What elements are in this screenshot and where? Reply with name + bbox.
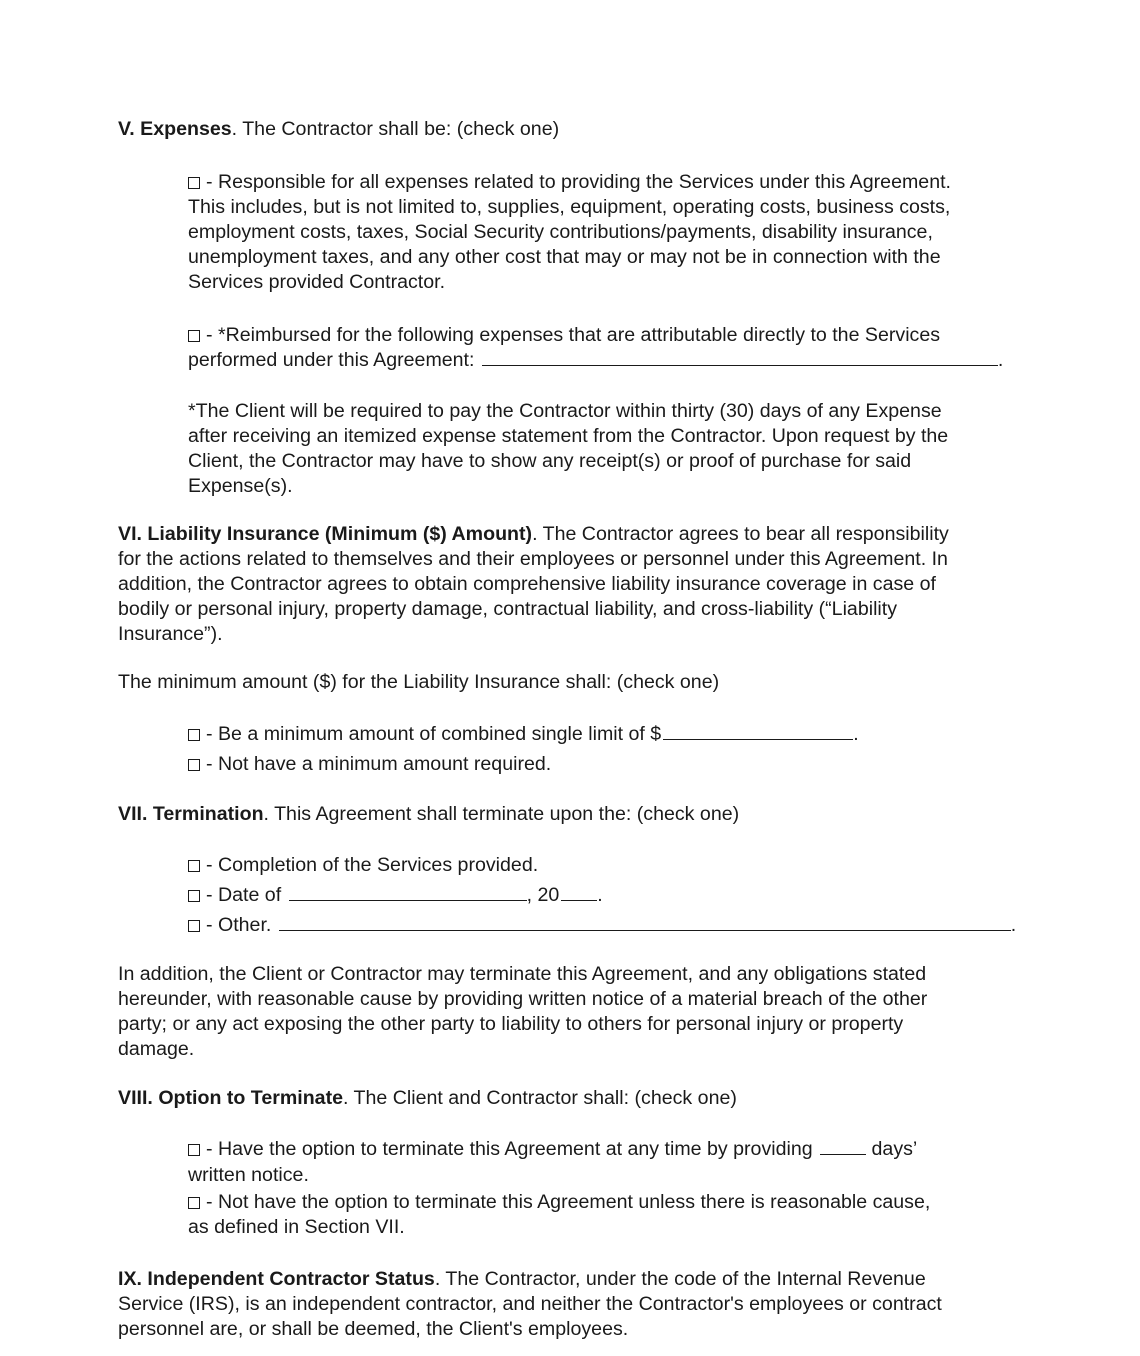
section-vii-intro: . This Agreement shall terminate upon the: (check one) <box>263 803 740 825</box>
termination-option-date: - Date of <box>206 884 287 906</box>
checkbox-termination-date[interactable] <box>188 890 200 902</box>
liability-option-minimum-end: . <box>853 723 859 745</box>
section-vi-number: VI. <box>118 523 142 545</box>
checkbox-option-terminate-any-time[interactable] <box>188 1144 200 1156</box>
liability-minimum-text: The minimum amount ($) for the Liability Insurance shall: (check one) <box>118 671 720 693</box>
expenses-note <box>188 399 1038 499</box>
section-ix-line: Service (IRS), is an independent contractor, and neither the Contractor's employees or contract <box>118 1293 942 1315</box>
termination-date-blank[interactable] <box>289 883 527 901</box>
section-vii-title: Termination <box>152 803 264 825</box>
checkbox-liability-minimum[interactable] <box>188 729 200 741</box>
section-v-title: Expenses <box>140 118 232 140</box>
section-ix-line: personnel are, or shall be deemed, the Client's employees. <box>118 1318 629 1340</box>
section-viii-number: VIII. <box>118 1087 153 1109</box>
expenses-option-responsible <box>188 170 1038 295</box>
option-terminate-cause: - Not have the option to terminate this Agreement unless there is reasonable cause, <box>206 1191 931 1213</box>
option-terminate-any-time: - Have the option to terminate this Agreement at any time by providing <box>206 1138 819 1160</box>
checkbox-option-terminate-cause[interactable] <box>188 1197 200 1209</box>
section-vi-paragraph <box>118 522 1038 647</box>
expenses-option-reimbursed-line: - *Reimbursed for the following expenses that are attributable directly to the Services <box>206 324 941 346</box>
termination-paragraph-line: party; or any act exposing the other party to liability to others for personal injury or property <box>118 1013 904 1035</box>
termination-other-blank[interactable] <box>279 913 1011 931</box>
termination-option-other: - Other. <box>206 914 277 936</box>
liability-option-minimum: - Be a minimum amount of combined single limit of $ <box>206 723 662 745</box>
notice-days-blank[interactable] <box>820 1137 866 1155</box>
termination-year-blank[interactable] <box>561 883 597 901</box>
section-ix-number: IX. <box>118 1268 142 1290</box>
section-vi-line: addition, the Contractor agrees to obtain comprehensive liability insurance coverage in case of <box>118 573 936 595</box>
section-ix-title: Independent Contractor Status <box>147 1268 435 1290</box>
termination-paragraph-line: hereunder, with reasonable cause by providing written notice of a material breach of the other <box>118 988 928 1010</box>
termination-option-date-end: . <box>597 884 603 906</box>
checkbox-expenses-reimbursed[interactable] <box>188 330 200 342</box>
termination-paragraph-line: In addition, the Client or Contractor may terminate this Agreement, and any obligations stated <box>118 963 927 985</box>
section-viii-heading <box>118 1086 1038 1111</box>
option-to-terminate-options <box>188 1137 1038 1240</box>
termination-option-other-end: . <box>1010 914 1017 936</box>
section-vi-line: bodily or personal injury, property damage, contractual liability, and cross-liability (“Liability <box>118 598 898 620</box>
section-vi-title: Liability Insurance (Minimum ($) Amount) <box>147 523 533 545</box>
section-ix-line: . The Contractor, under the code of the Internal Revenue <box>434 1268 926 1290</box>
section-v-intro: . The Contractor shall be: (check one) <box>231 118 560 140</box>
section-vi-line: . The Contractor agrees to bear all responsibility <box>532 523 949 545</box>
checkbox-termination-other[interactable] <box>188 920 200 932</box>
termination-paragraph-line: damage. <box>118 1038 195 1060</box>
expenses-option-responsible-line: This includes, but is not limited to, supplies, equipment, operating costs, business costs, <box>188 196 951 218</box>
checkbox-liability-none[interactable] <box>188 759 200 771</box>
checkbox-expenses-responsible[interactable] <box>188 177 200 189</box>
termination-options <box>188 853 1038 938</box>
expenses-option-responsible-line: unemployment taxes, and any other cost that may or may not be in connection with the <box>188 246 941 268</box>
termination-paragraph <box>118 962 1038 1062</box>
expenses-option-responsible-line: - Responsible for all expenses related to providing the Services under this Agreement. <box>206 171 951 193</box>
option-terminate-any-time-line2: written notice. <box>188 1164 309 1186</box>
expenses-option-responsible-line: Services provided Contractor. <box>188 271 446 293</box>
expenses-option-reimbursed <box>188 323 1038 373</box>
expenses-option-reimbursed-end: . <box>997 349 1004 371</box>
option-terminate-days: days’ <box>866 1138 918 1160</box>
checkbox-termination-completion[interactable] <box>188 860 200 872</box>
reimbursed-expenses-blank[interactable] <box>482 348 998 366</box>
option-terminate-cause-line2: as defined in Section VII. <box>188 1216 405 1238</box>
section-vii-number: VII. <box>118 803 148 825</box>
section-viii-intro: . The Client and Contractor shall: (check one) <box>343 1087 737 1109</box>
expenses-note-line: after receiving an itemized expense statement from the Contractor. Upon request by the <box>188 425 949 447</box>
section-viii-title: Option to Terminate <box>158 1087 343 1109</box>
termination-option-date-year: , 20 <box>526 884 560 906</box>
section-ix-paragraph <box>118 1267 1038 1342</box>
section-v-number: V. <box>118 118 135 140</box>
liability-amount-blank[interactable] <box>663 722 853 740</box>
expenses-note-line: Expense(s). <box>188 475 293 497</box>
expenses-note-line: *The Client will be required to pay the Contractor within thirty (30) days of any Expense <box>188 400 942 422</box>
expenses-option-reimbursed-line: performed under this Agreement: <box>188 349 480 371</box>
expenses-note-line: Client, the Contractor may have to show any receipt(s) or proof of purchase for said <box>188 450 912 472</box>
section-vi-line: Insurance”). <box>118 623 223 645</box>
liability-option-none: - Not have a minimum amount required. <box>206 753 552 775</box>
section-vi-line: for the actions related to themselves and their employees or personnel under this Agreement. In <box>118 548 948 570</box>
expenses-option-responsible-line: employment costs, taxes, Social Security contributions/payments, disability insurance, <box>188 221 933 243</box>
liability-options <box>188 722 1038 777</box>
termination-option-completion: - Completion of the Services provided. <box>206 854 539 876</box>
section-v-heading <box>118 117 1038 142</box>
section-vii-heading <box>118 802 1038 827</box>
